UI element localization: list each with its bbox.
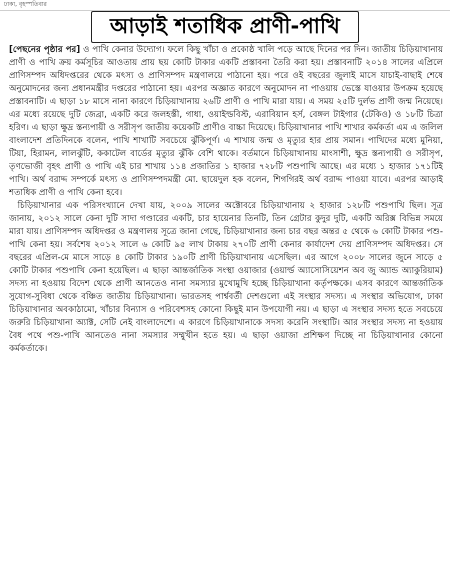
article-body <box>9 44 443 582</box>
continuation-marker: [পেছনের পৃষ্ঠার পর] <box>9 45 81 55</box>
headline: আড়াই শতাধিক প্রাণী-পাখি <box>91 11 359 43</box>
paragraph-1 <box>9 44 443 200</box>
headline-box <box>0 10 450 44</box>
paragraph-2 <box>9 200 443 356</box>
paragraph-2-text: চিড়িয়াখানার এক পরিসংখ্যানে দেখা যায়, ২০০৯ সালের অক্টোবরে চিড়িয়াখানায় ২ হাজার ১২৮টি পশুপাখি ছিল। সূত্র জানায়, ২০১২ সালে কেনা দুটি সাদা গণ্ডারের একটি, চার হায়েনার তিনটি, তিন গ্রেটার কুদুর দুটি, একটি অরিক্স বিভিন্ন সময়ে মারা যায়। প্রাণিসম্পদ অধিদপ্তর ও মন্ত্রণালয় সূত্রে জানা গেছে, চিড়িয়াখানার জন্য চার বছর অন্তর ৫ থেকে ৬ কোটি টাকার পশু-পাখি কেনা হয়। সর্বশেষ ২০১২ সালে ৬ কোটি ৯৫ লাখ টাকায় ২৭০টি প্রাণী কেনার কার্যাদেশ দেয় প্রাণিসম্পদ অধিদপ্তর। সে বছরের এপ্রিল-মে মাসে সাড়ে ৪ কোটি টাকার ১৯০টি প্রাণী চিড়িয়াখানায় এসেছিল। এর আগে ২০০৮ সালের জুনে সাড়ে ৫ কোটি টাকার পশুপাখি কেনা হয়েছিল। এ ছাড়া আন্তর্জাতিক সংস্থা ওয়াজার (ওয়ার্ল্ড অ্যাসোসিয়েশন অব জু অ্যান্ড অ্যাকুরিয়াম) সদস্য না হওয়ায় বিদেশ থেকে প্রাণী আনতেও নানা সমস্যার মুখোমুখি হচ্ছে চিড়িয়াখানা কর্তৃপক্ষকে। এসব কারণে আন্তর্জাতিক সুযোগ-সুবিধা থেকে বঞ্চিত জাতীয় চিড়িয়াখানা। ভারতসহ পার্শ্ববর্তী দেশগুলো এই সংস্থার সদস্য। এ সংস্থার অভিযোগ, ঢাকা চিড়িয়াখানার অবকাঠামো, খাঁচার বিন্যাস ও পরিবেশসহ কোনো কিছুই মান উপযোগী নয়। এ ছাড়া এ সংস্থার সদস্য হতে সবচেয়ে জরুরি চিড়িয়াখানা অ্যাক্ট, সেটি নেই বাংলাদেশে। এ কারণে চিড়িয়াখানাকে সদস্য করেনি সংস্থাটি। আর সংস্থার সদস্য না হওয়ায় বৈধ পথে পশু-পাখি আনতেও নানা সমস্যার সম্মুখীন হতে হয়। এ ছাড়া ওয়াজা প্রশিক্ষণ দিচ্ছে না চিড়িয়াখানার কোনো কর্মকর্তাকে। <box>9 201 443 354</box>
header-strip-text: ঢাকা, বৃহস্পতিবার <box>4 1 47 8</box>
paragraph-1-text: ও পাখি কেনার উদ্যোগ। ফলে কিছু খাঁচা ও প্রকোষ্ঠ খালি পড়ে আছে দিনের পর দিন। জাতীয় চিড়িয়াখানায় প্রাণী ও পাখি ক্রয় কর্মসূচির আওতায় প্রায় ছয় কোটি টাকার একটি প্রস্তাবনা তৈরি করা হয়। প্রস্তাবনাটি ২০১৪ সালের এপ্রিলে প্রাণিসম্পদ অধিদপ্তরের থেকে মৎস্য ও প্রাণিসম্পদ মন্ত্রণালয়ে পাঠানো হয়। পরে ওই বছরের জুলাই মাসে যাচাই-বাছাই শেষে অনুমোদনের জন্য প্রধানমন্ত্রীর দপ্তরের পাঠানো হয়। এরপর অজ্ঞাত কারণে অনুমোদন না পাওয়ায় ভেস্তে যাওয়ার উপক্রম হয়েছে প্রস্তাবনাটি। এ ছাড়া ১৮ মাসে নানা কারণে চিড়িয়াখানায় ২৬টি প্রাণী ও পাখি মারা যায়। এ সময় ২৫টি দুর্লভ প্রাণী জন্ম নিয়েছে। এর মধ্যে রয়েছে দুটি জেব্রা, একটি করে জলহস্তী, গাধা, ওয়াইল্ডবিস্ট, এরাবিয়ান হর্স, বেঙ্গল টাইগার (টেকিও) ও ১৮টি চিত্রা হরিণ। এ ছাড়া ক্ষুদ্র স্তন্যপায়ী ও সরীসৃপ জাতীয় কয়েকটি প্রাণীও বাচ্চা দিয়েছে। চিড়িয়াখানার পাখি শাখার কর্মকর্তা এম এ জলিল বাংলাদেশ প্রতিদিনকে বলেন, পাখি শাখাটি সবচেয়ে ঝুঁকিপূর্ণ। এ শাখায় জন্ম ও মৃত্যুর হার প্রায় সমান। পাখিদের মধ্যে মুনিয়া, টিয়া, হিরামন, লালঝুঁটি, ককাটেল বার্ডের মৃত্যুর ঝুঁকি বেশি থাকে। বর্তমানে চিড়িয়াখানায় মাংসাশী, ক্ষুদ্র স্তন্যপায়ী ও সরীসৃপ, তৃণভোজী বৃহৎ প্রাণী ও পাখি এই চার শাখায় ১১৪ প্রজাতির ১ হাজার ৭২৮টি পশুপাখি আছে। এর মধ্যে ১ হাজার ১৭১টিই পাখি। অর্থ বরাদ্দ সম্পর্কে মৎস্য ও প্রাণিসম্পদমন্ত্রী মো. ছায়েদুল হক বলেন, শিগগিরই অর্থ বরাদ্দ পাওয়া যাবে। এরপর আড়াই শতাধিক প্রাণী ও পাখি কেনা হবে। <box>9 45 443 198</box>
